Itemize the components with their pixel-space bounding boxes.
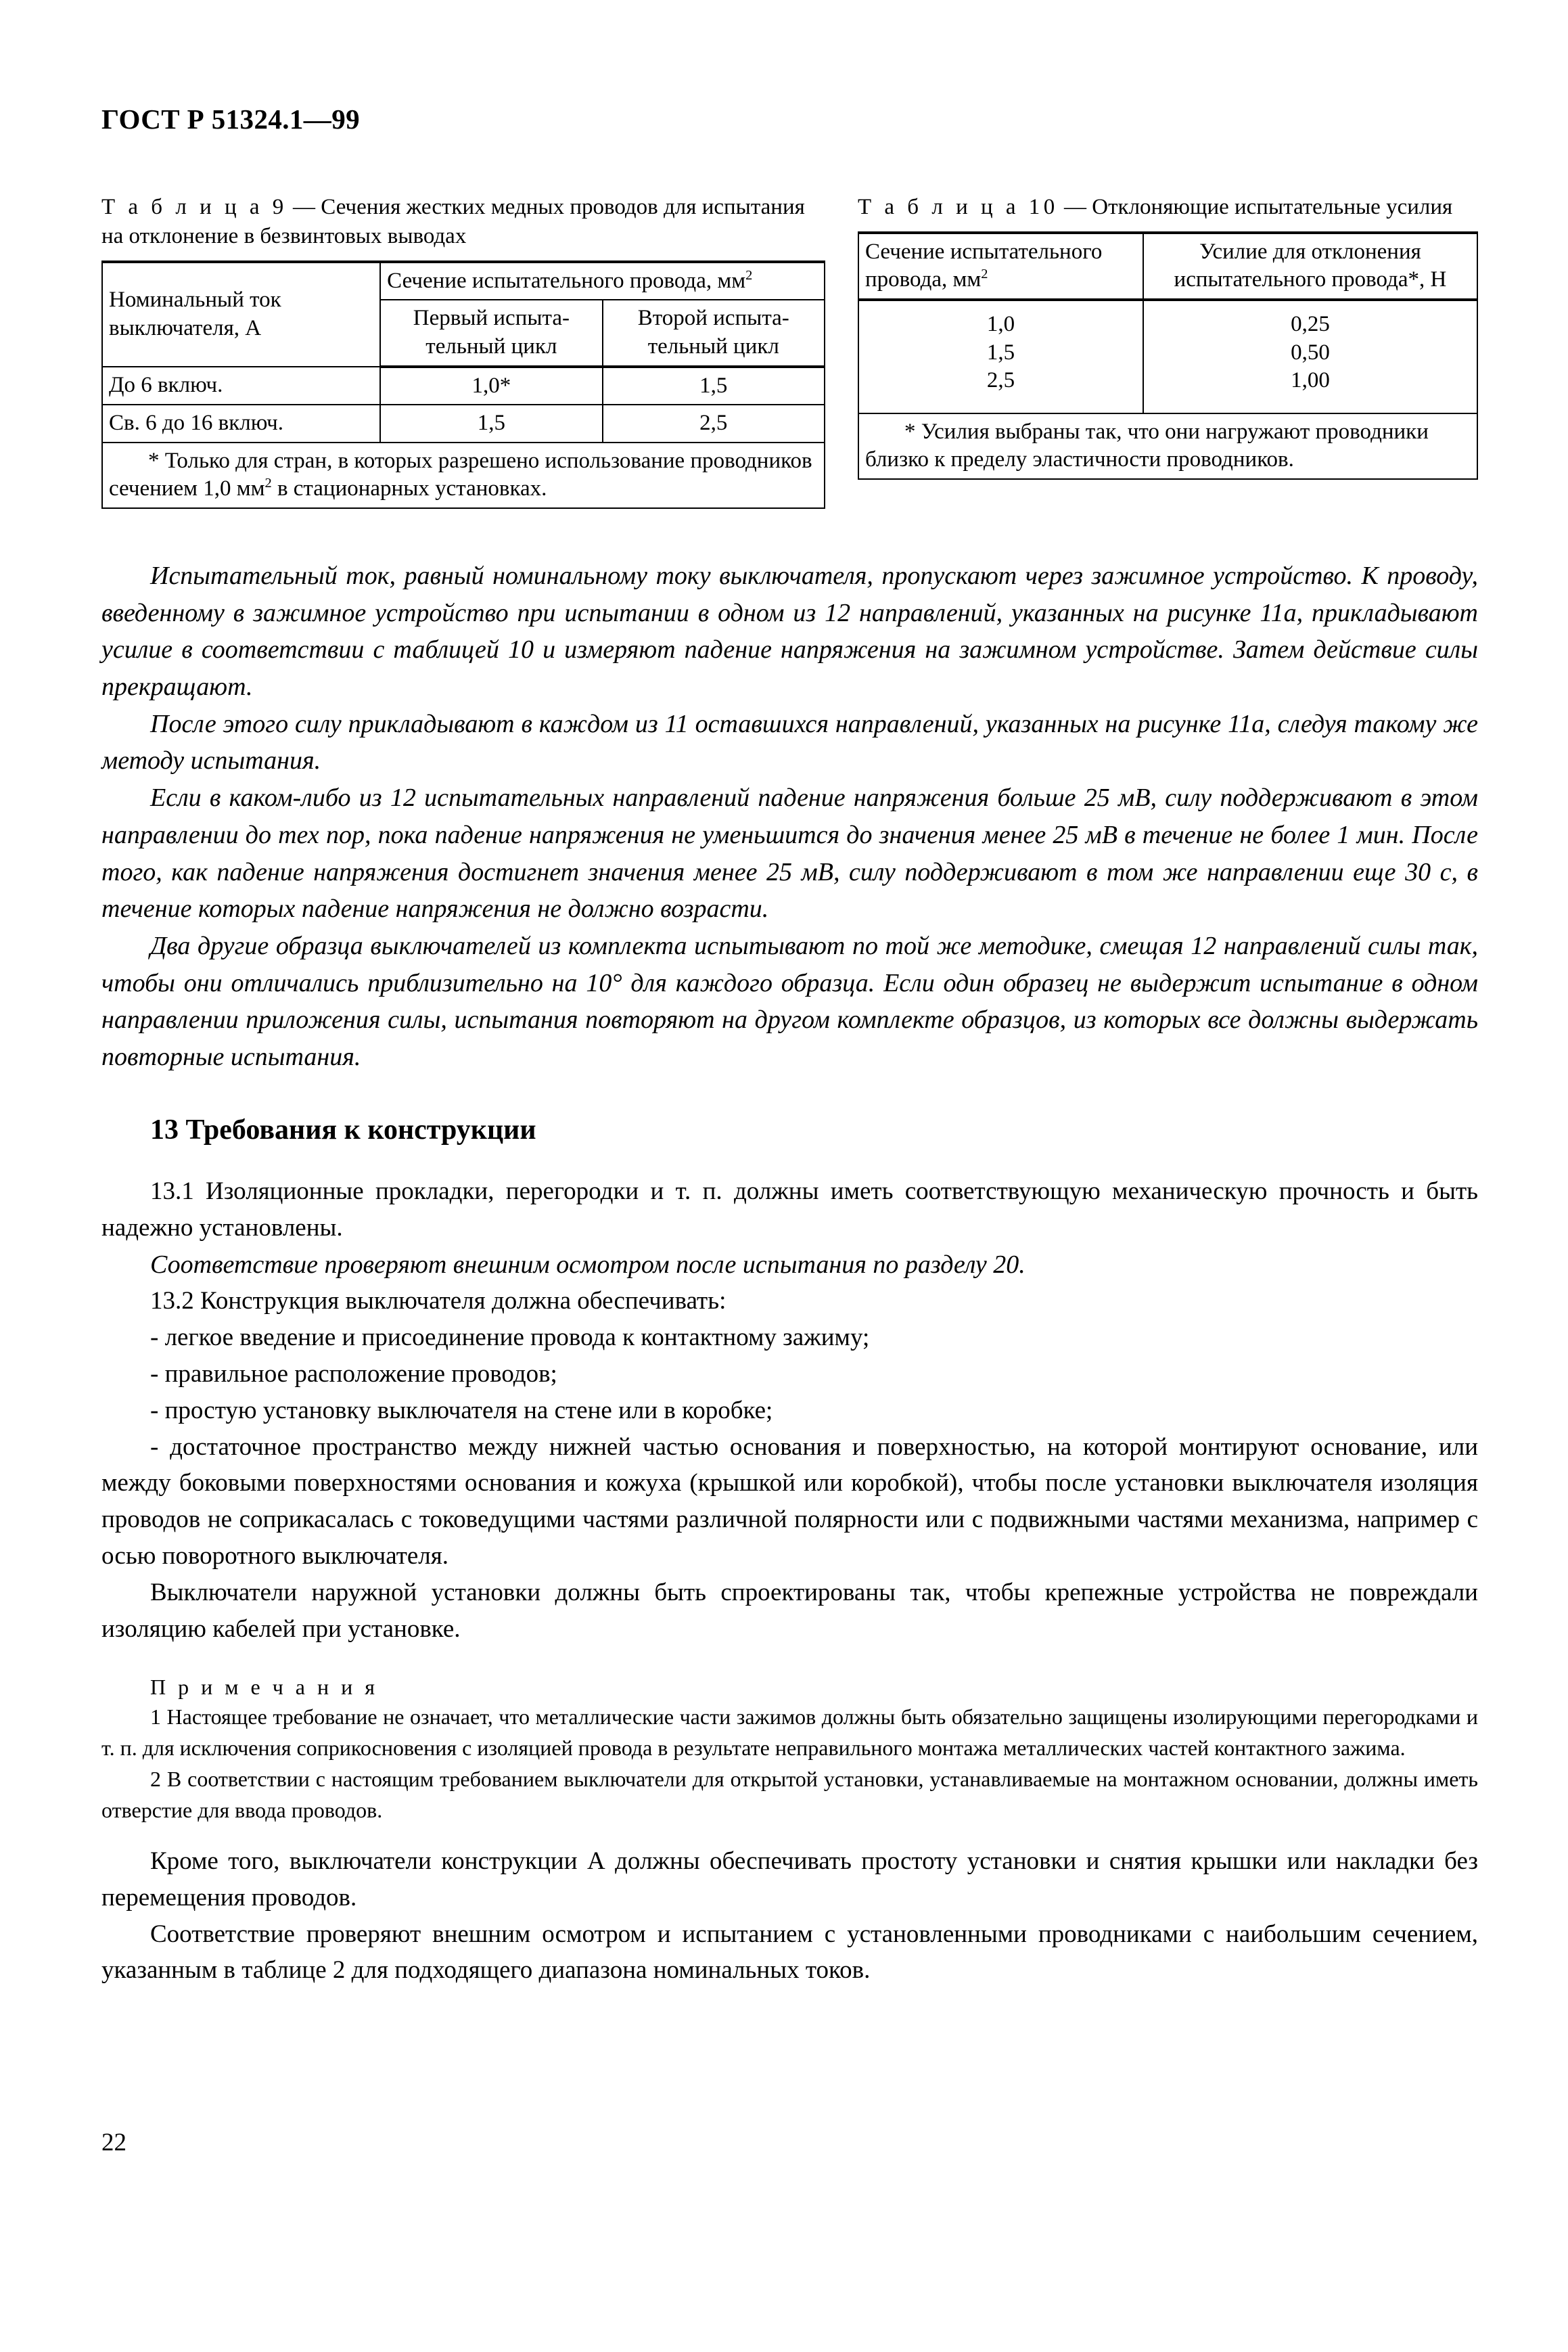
table-9-footnote-sup: 2: [264, 476, 272, 491]
table-9-cell-current: Св. 6 до 16 включ.: [102, 405, 380, 443]
table-10-header-section-sup: 2: [981, 267, 988, 282]
table-9-cell-current: До 6 включ.: [102, 367, 380, 405]
table-9-cell-cycle2: 2,5: [603, 405, 825, 443]
table-9-caption-label: Т а б л и ц а 9: [101, 195, 287, 219]
paragraph-two-samples: Два другие образца выключателей из комплекта испытывают по той же методике, смещая 12 направлений силы так, чтобы они отличались приблизительно на 10° для каждого образца. Если один образец не выдержит испытание в одном направлении приложения силы, испытания повторяют на другом комплекте образцов, из которых все должны выдержать повторные испытания.: [101, 932, 1478, 1072]
page-number: 22: [101, 2129, 126, 2156]
notes-heading: П р и м е ч а н и я: [150, 1674, 378, 1699]
tables-row: [101, 193, 1478, 509]
table-10-footnote-text: Усилия выбраны так, что они нагружают проводники близко к пределу эластичности проводников.: [865, 419, 1429, 472]
paragraph-outdoor-switches: Выключатели наружной установки должны быть спроектированы так, чтобы крепежные устройства не повреждали изоляцию кабелей при установке.: [101, 1578, 1478, 1643]
table-10-caption-text: Отклоняющие испытательные усилия: [1092, 195, 1453, 219]
table-9-cell-cycle2: 1,5: [603, 367, 825, 405]
table-10-cell-section: 1,5: [858, 339, 1143, 367]
table-9-caption: [101, 193, 825, 251]
list-item: - достаточное пространство между нижней частью основания и поверхностью, на которой монтируют основание, или между боковыми поверхностями основания и кожуха (крышкой или коробкой), чтобы после установки выключателя изоляция проводов не соприкасалась с токоведущими частями различной полярности или с подвижными частями механизма, например с осью поворотного выключателя.: [101, 1432, 1478, 1570]
table-9-header-group-text: Сечение испытательного провода, мм: [387, 268, 746, 293]
paragraph-test-current: Испытательный ток, равный номинальному току выключателя, пропускают через зажимное устройство. К проводу, введенному в зажимное устройство при испытании в одном из 12 направлений, указанных на рисунке 11а, прикладывают усилие в соответствии с таблицей 10 и измеряют падение напряжения на зажимном устройстве. Затем действие силы прекращают.: [101, 561, 1478, 701]
note-2: 2 В соответствии с настоящим требованием выключатели для открытой установки, устанавливаемые на монтажном основании, должны иметь отверстие для ввода проводов.: [101, 1766, 1478, 1822]
table-9-footnote-text-2: в стационарных установках.: [271, 476, 547, 501]
table-10-header-section: [858, 233, 1143, 300]
list-item: - легкое введение и присоединение провода к контактному зажиму;: [150, 1324, 870, 1352]
table-10-header-force: Усилие для отклонения испытательного провода*, Н: [1143, 233, 1477, 300]
table-10-cell-section: 1,0: [858, 300, 1143, 339]
table-row: [858, 339, 1477, 367]
table-row: [102, 262, 825, 300]
table-9-cell-cycle1: 1,0*: [380, 367, 602, 405]
list-item: - простую установку выключателя на стене или в коробке;: [150, 1396, 773, 1424]
table-row: [858, 233, 1477, 300]
table-9-caption-dash: —: [287, 195, 321, 219]
table-9-footnote-text-1: Только для стран, в которых разрешено использование проводников сечением 1,0 мм: [109, 448, 812, 501]
paragraph-13-1-conformity: Соответствие проверяют внешним осмотром после испытания по разделу 20.: [150, 1250, 1025, 1279]
table-row: [858, 413, 1477, 479]
table-9-header-group: [380, 262, 825, 300]
paragraph-remaining-directions: После этого силу прикладывают в каждом из 11 оставшихся направлений, указанных на рисунке 11а, следуя такому же методу испытания.: [101, 709, 1478, 775]
table-10-cell-section: 2,5: [858, 367, 1143, 413]
section-heading-13: 13 Требования к конструкции: [150, 1114, 536, 1146]
table-row: [858, 300, 1477, 339]
table-10-caption: [858, 193, 1478, 222]
table-10-footnote-mark: *: [904, 419, 916, 444]
table-row: [858, 367, 1477, 413]
table-9-header-group-sup: 2: [745, 267, 753, 283]
table-9: [101, 261, 825, 509]
table-9-header-cycle1: Первый испыта- тельный цикл: [380, 300, 602, 366]
table-row: [102, 443, 825, 508]
table-9-footnote: [102, 443, 825, 508]
table-10-cell-force: 1,00: [1143, 367, 1477, 413]
table-10-cell-force: 0,50: [1143, 339, 1477, 367]
table-9-cell-cycle1: 1,5: [380, 405, 602, 443]
table-10-caption-label: Т а б л и ц а 10: [858, 195, 1059, 219]
table-9-header-current: Номинальный ток выключателя, А: [102, 262, 380, 367]
table-10-block: [858, 193, 1478, 480]
paragraph-voltage-drop: Если в каком-либо из 12 испытательных направлений падение напряжения больше 25 мВ, силу поддерживают в этом направлении до тех пор, пока падение напряжения не уменьшится до значения менее 25 мВ в течение не более 1 мин. После того, как падение напряжения достигнет значения менее 25 мВ, силу поддерживают в том же направлении еще 30 с, в течение которых падение напряжения не должно возрасти.: [101, 784, 1478, 924]
list-item: - правильное расположение проводов;: [150, 1359, 557, 1388]
table-10-cell-force: 0,25: [1143, 300, 1477, 339]
table-9-header-cycle2: Второй испыта- тельный цикл: [603, 300, 825, 366]
table-10-header-section-text: Сечение испытательного провода, мм: [865, 239, 1103, 292]
table-row: [102, 367, 825, 405]
table-9-block: [101, 193, 825, 509]
table-10-footnote: [858, 413, 1477, 479]
table-10: [858, 231, 1478, 480]
page-content: [101, 193, 1478, 1989]
paragraph-conformity-check: Соответствие проверяют внешним осмотром и испытанием с установленными проводниками с наибольшим сечением, указанным в таблице 2 для подходящего диапазона номинальных токов.: [101, 1920, 1478, 1985]
table-9-footnote-mark: *: [148, 448, 160, 473]
standard-number-header: ГОСТ Р 51324.1—99: [101, 104, 361, 135]
paragraph-13-2: 13.2 Конструкция выключателя должна обеспечивать:: [150, 1287, 727, 1315]
table-row: [102, 405, 825, 443]
table-9-caption-text: Сечения жестких медных проводов для испытания на отклонение в безвинтовых выводах: [101, 195, 805, 248]
paragraph-besides: Кроме того, выключатели конструкции А должны обеспечивать простоту установки и снятия крышки или накладки без перемещения проводов.: [101, 1847, 1478, 1912]
body-text: [101, 558, 1478, 1989]
note-1: 1 Настоящее требование не означает, что металлические части зажимов должны быть обязательно защищены изолирующими перегородками и т. п. для исключения соприкосновения с изоляцией провода в результате неправильного монтажа металлических частей контактного зажима.: [101, 1704, 1478, 1760]
paragraph-13-1: 13.1 Изоляционные прокладки, перегородки и т. п. должны иметь соответствующую механическую прочность и быть надежно установлены.: [101, 1177, 1478, 1242]
table-10-caption-dash: —: [1058, 195, 1092, 219]
